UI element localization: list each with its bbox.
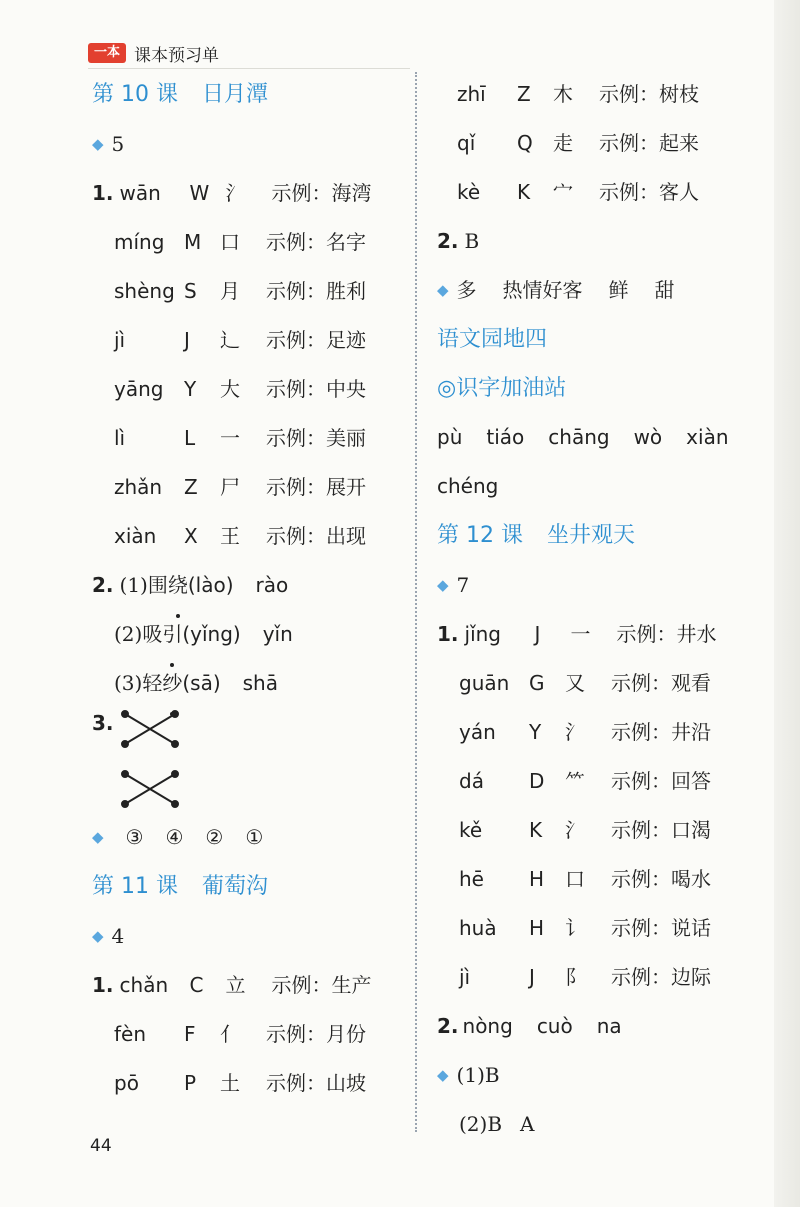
question-number: 1. xyxy=(437,622,459,646)
q1-row xyxy=(92,463,412,512)
answer-text: (1)B xyxy=(456,1063,500,1087)
radical: 月 xyxy=(220,279,240,303)
q1b-row xyxy=(92,1010,412,1059)
answer-text: 7 xyxy=(456,573,470,597)
letter: H xyxy=(529,867,545,891)
radical: 大 xyxy=(220,377,240,401)
header-divider xyxy=(88,68,410,69)
pinyin: míng xyxy=(114,230,165,254)
final-answer-1 xyxy=(437,1051,777,1100)
letter: S xyxy=(184,279,197,303)
example: 示例：名字 xyxy=(266,230,366,254)
q1-row xyxy=(92,512,412,561)
stroke-answer xyxy=(437,561,777,610)
pinyin: dá xyxy=(459,769,484,793)
lesson-title: 坐井观天 xyxy=(546,523,635,548)
q2-prefix: (1)围 xyxy=(119,573,168,597)
pinyin: kě xyxy=(459,818,483,842)
letter: J xyxy=(184,328,190,352)
q1-row xyxy=(437,610,777,659)
example: 示例：起来 xyxy=(599,131,699,155)
pinyin: fèn xyxy=(114,1022,147,1046)
example: 示例：边际 xyxy=(611,965,711,989)
pinyin: wò xyxy=(633,425,663,449)
cont-row xyxy=(437,119,777,168)
word: 多 xyxy=(456,278,477,302)
q3-matching xyxy=(92,708,412,813)
q1-row xyxy=(92,218,412,267)
example: 示例：井沿 xyxy=(611,720,711,744)
header xyxy=(88,40,219,66)
diamond-icon: ◆ xyxy=(437,1066,449,1084)
pinyin: yán xyxy=(459,720,496,744)
letter: P xyxy=(184,1071,197,1095)
question-number: 2. xyxy=(437,229,459,253)
radical: 土 xyxy=(220,1071,240,1095)
question-number: 2. xyxy=(437,1014,459,1038)
example: 示例：美丽 xyxy=(266,426,366,450)
letter: H xyxy=(529,916,545,940)
stroke-answer xyxy=(92,912,412,961)
q1b-row xyxy=(92,961,412,1010)
letter: Z xyxy=(184,475,198,499)
example: 示例：喝水 xyxy=(611,867,711,891)
q1-row xyxy=(437,855,777,904)
pinyin: xiàn xyxy=(686,425,729,449)
radical: ⺮ xyxy=(565,769,585,793)
example: 示例：生产 xyxy=(271,973,372,997)
letter: C xyxy=(189,973,204,997)
pinyin: huà xyxy=(459,916,497,940)
radical: 氵 xyxy=(565,818,585,842)
lesson-10-heading xyxy=(92,70,412,120)
letter: D xyxy=(529,769,545,793)
pinyin-run xyxy=(437,413,777,462)
example: 示例：月份 xyxy=(266,1022,366,1046)
q2-answer: yǐn xyxy=(262,622,293,646)
literacy-heading: ◎识字加油站 xyxy=(437,376,567,401)
q2-row xyxy=(92,610,412,659)
letter: M xyxy=(184,230,202,254)
word: 鲜 xyxy=(608,278,629,302)
order-item: ④ xyxy=(165,825,184,849)
cont-row xyxy=(437,168,777,217)
dotted-char: 纱 xyxy=(162,659,182,708)
diamond-icon: ◆ xyxy=(92,927,104,945)
q2-paren: (yǐng) xyxy=(182,622,241,646)
letter: Z xyxy=(517,82,531,106)
radical: 阝 xyxy=(565,965,585,989)
q2-prefix: (2)吸 xyxy=(114,622,163,646)
example: 示例：井水 xyxy=(616,622,717,646)
word: 甜 xyxy=(654,278,675,302)
pinyin: guān xyxy=(459,671,510,695)
example: 示例：海湾 xyxy=(271,181,372,205)
pinyin: xiàn xyxy=(114,524,157,548)
radical: 口 xyxy=(220,230,240,254)
brand-badge: 一本 xyxy=(88,43,126,63)
words-answer xyxy=(437,266,777,315)
lesson-12-heading xyxy=(437,511,777,561)
answer-text: 5 xyxy=(111,132,125,156)
q1-row xyxy=(437,757,777,806)
order-item: ③ xyxy=(125,825,144,849)
page-number: 44 xyxy=(90,1136,112,1156)
garden-heading: 语文园地四 xyxy=(437,327,548,352)
q2-row xyxy=(92,659,412,708)
pinyin: yāng xyxy=(114,377,164,401)
letter: K xyxy=(529,818,543,842)
letter: L xyxy=(184,426,196,450)
radical: 又 xyxy=(565,671,585,695)
q1-row xyxy=(437,806,777,855)
q1-row xyxy=(92,316,412,365)
example: 示例：足迹 xyxy=(266,328,366,352)
pinyin: jǐng xyxy=(464,622,501,646)
lesson-label: 第 10 课 xyxy=(92,82,178,107)
pinyin: lì xyxy=(114,426,126,450)
answer-text: 4 xyxy=(111,924,125,948)
letter: Q xyxy=(517,131,533,155)
letter: J xyxy=(529,965,535,989)
q2b-row xyxy=(437,1002,777,1051)
q2-paren: (lào) xyxy=(187,573,234,597)
word: 热情好客 xyxy=(502,278,583,302)
q1-row xyxy=(92,414,412,463)
cont-row xyxy=(437,70,777,119)
pinyin: zhī xyxy=(457,82,486,106)
q1-row xyxy=(92,169,412,218)
lesson-label: 第 11 课 xyxy=(92,874,178,899)
radical: 口 xyxy=(565,867,585,891)
pinyin: shèng xyxy=(114,279,175,303)
pinyin: qǐ xyxy=(457,131,476,155)
question-number: 1. xyxy=(92,973,114,997)
q2-row xyxy=(92,561,412,610)
q2-answer-row xyxy=(437,217,777,266)
example: 示例：口渴 xyxy=(611,818,711,842)
letter: X xyxy=(184,524,198,548)
radical: 讠 xyxy=(565,916,585,940)
lesson-11-heading xyxy=(92,862,412,912)
letter: J xyxy=(534,622,541,646)
question-number: 2. xyxy=(92,573,114,597)
radical: 一 xyxy=(220,426,240,450)
right-column xyxy=(437,70,777,1149)
example: 示例：胜利 xyxy=(266,279,366,303)
pinyin: zhǎn xyxy=(114,475,163,499)
letter: F xyxy=(184,1022,196,1046)
header-title: 课本预习单 xyxy=(134,45,220,66)
question-number: 3. xyxy=(92,711,114,735)
left-column xyxy=(92,70,412,1108)
pinyin: kè xyxy=(457,180,481,204)
radical: 走 xyxy=(553,131,573,155)
pinyin: jì xyxy=(114,328,126,352)
pinyin: nòng xyxy=(462,1014,513,1038)
answer-text: A xyxy=(520,1112,535,1136)
answer-text: B xyxy=(464,229,480,253)
example: 示例：回答 xyxy=(611,769,711,793)
example: 示例：中央 xyxy=(266,377,366,401)
radical: 亻 xyxy=(220,1022,240,1046)
q1-row xyxy=(92,267,412,316)
letter: G xyxy=(529,671,545,695)
dotted-char: 绕 xyxy=(168,561,188,610)
radical: 宀 xyxy=(553,180,573,204)
radical: 氵 xyxy=(225,181,246,205)
page-edge xyxy=(774,0,800,1207)
pinyin: hē xyxy=(459,867,484,891)
letter: W xyxy=(189,181,210,205)
example: 示例：山坡 xyxy=(266,1071,366,1095)
letter: Y xyxy=(184,377,197,401)
column-divider xyxy=(415,72,417,1132)
question-number: 1. xyxy=(92,181,114,205)
order-item: ① xyxy=(245,825,264,849)
q1-row xyxy=(437,904,777,953)
radical: 立 xyxy=(225,973,246,997)
lesson-title: 日月潭 xyxy=(201,82,268,107)
pinyin: chāng xyxy=(548,425,610,449)
diamond-icon: ◆ xyxy=(92,828,104,846)
example: 示例：客人 xyxy=(599,180,699,204)
q1b-row xyxy=(92,1059,412,1108)
pinyin: pù xyxy=(437,425,463,449)
radical: 辶 xyxy=(220,328,240,352)
lesson-label: 第 12 课 xyxy=(437,523,523,548)
example: 示例：展开 xyxy=(266,475,366,499)
stroke-answer xyxy=(92,120,412,169)
q1-row xyxy=(92,365,412,414)
pinyin: wān xyxy=(119,181,161,205)
pinyin-run-continued: chéng xyxy=(437,474,499,498)
q2-paren: (sā) xyxy=(182,671,221,695)
lesson-title: 葡萄沟 xyxy=(201,874,268,899)
example: 示例：出现 xyxy=(266,524,366,548)
diamond-icon: ◆ xyxy=(437,281,449,299)
dotted-char: 引 xyxy=(162,610,182,659)
diamond-icon: ◆ xyxy=(92,135,104,153)
diamond-icon: ◆ xyxy=(437,576,449,594)
order-item: ② xyxy=(205,825,224,849)
pinyin: jì xyxy=(459,965,471,989)
radical: 尸 xyxy=(220,475,240,499)
letter: Y xyxy=(529,720,542,744)
radical: 一 xyxy=(570,622,591,646)
radical: 氵 xyxy=(565,720,585,744)
pinyin: na xyxy=(596,1014,622,1038)
q2-prefix: (3)轻 xyxy=(114,671,163,695)
pinyin: tiáo xyxy=(486,425,525,449)
q1-row xyxy=(437,659,777,708)
order-answer xyxy=(92,813,412,862)
q2-answer: shā xyxy=(242,671,278,695)
pinyin: pō xyxy=(114,1071,139,1095)
pinyin: cuò xyxy=(536,1014,573,1038)
q1-row xyxy=(437,708,777,757)
answer-text: (2)B xyxy=(459,1112,503,1136)
radical: 王 xyxy=(220,524,240,548)
example: 示例：树枝 xyxy=(599,82,699,106)
q1-row xyxy=(437,953,777,1002)
final-answer-2 xyxy=(437,1100,777,1149)
radical: 木 xyxy=(553,82,573,106)
example: 示例：说话 xyxy=(611,916,711,940)
letter: K xyxy=(517,180,531,204)
matching-lines-figure xyxy=(120,708,190,808)
pinyin: chǎn xyxy=(119,973,169,997)
example: 示例：观看 xyxy=(611,671,711,695)
q2-answer: rào xyxy=(255,573,289,597)
